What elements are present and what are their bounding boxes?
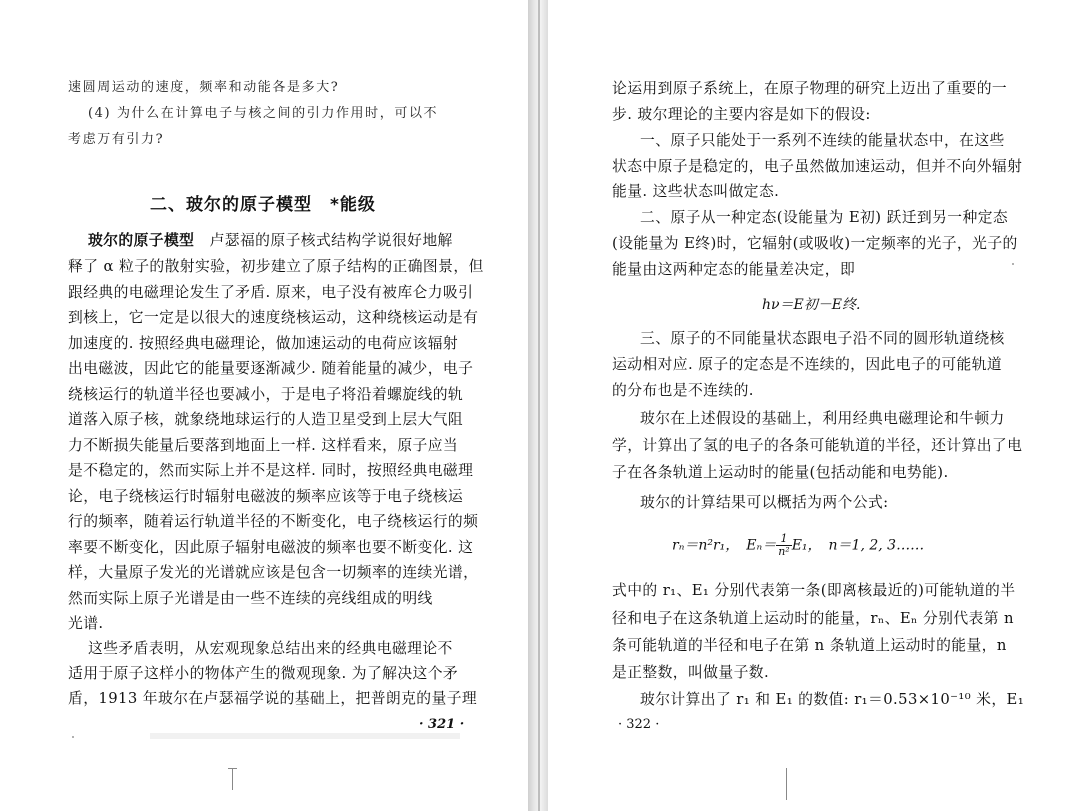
scan-mark <box>232 768 233 790</box>
fraction <box>776 533 792 558</box>
body-line: 状态中原子是稳定的，电子虽然做加速运动，但并不向外辐射 <box>612 158 1023 175</box>
body-line: 三、原子的不同能量状态跟电子沿不同的圆形轨道绕核 <box>640 330 1005 347</box>
body-line: 加速度的. 按照经典电磁理论，做加速运动的电荷应该辐射 <box>68 334 459 352</box>
body-line: (设能量为 E终)时，它辐射(或吸收)一定频率的光子，光子的 <box>612 235 1018 252</box>
paragraph-text: 卢瑟福的原子核式结构学说很好地解 <box>209 232 453 249</box>
body-line: 率要不断变化，因此原子辐射电磁波的频率也要不断变化. 这 <box>68 538 474 556</box>
body-line: 条可能轨道的半径和电子在第 n 条轨道上运动时的能量，n <box>612 637 1007 654</box>
page-number: · 321 · <box>419 717 465 732</box>
page-divider <box>538 0 540 811</box>
body-line: 适用于原子这样小的物体产生的微观现象. 为了解决这个矛 <box>68 665 459 682</box>
body-line: 盾，1913 年玻尔在卢瑟福学说的基础上，把普朗克的量子理 <box>68 690 478 707</box>
body-line: 释了 α 粒子的散射实验，初步建立了原子结构的正确图景，但 <box>68 258 484 275</box>
body-line: 径和电子在这条轨道上运动时的能量，rₙ、Eₙ 分别代表第 n <box>612 610 1014 627</box>
scan-dot <box>1012 263 1014 265</box>
body-line: 学，计算出了氢的电子的各条可能轨道的半径，还计算出了电 <box>612 437 1023 454</box>
page-number: · 322 · <box>618 717 660 732</box>
body-line: 二、原子从一种定态(设能量为 E初) 跃迁到另一种定态 <box>640 209 1009 226</box>
formula-part: E₁， n＝1, 2, 3…… <box>791 537 925 554</box>
body-line: 到核上，它一定是以很大的速度绕核运动，这种绕核运动是有 <box>68 309 479 326</box>
body-line: 论运用到原子系统上，在原子物理的研究上迈出了重要的一 <box>612 80 1008 97</box>
scan-dot <box>72 736 74 738</box>
body-line: 能量由这两种定态的能量差决定，即 <box>612 261 856 278</box>
body-line: 能量. 这些状态叫做定态. <box>612 183 780 200</box>
exercise-line: 速圆周运动的速度，频率和动能各是多大? <box>68 80 340 95</box>
body-line: 这些矛盾表明，从宏观现象总结出来的经典电磁理论不 <box>88 640 453 657</box>
body-line: 子在各条轨道上运动时的能量(包括动能和电势能). <box>612 464 949 481</box>
scan-mark <box>786 768 787 800</box>
energy-formula: hν＝E初－E终. <box>762 297 861 313</box>
exercise-line: 考虑万有引力? <box>68 132 165 147</box>
body-line: 是不稳定的，然而实际上并不是这样. 同时，按照经典电磁理 <box>68 462 474 479</box>
body-line: 玻尔在上述假设的基础上，利用经典电磁理论和牛顿力 <box>640 410 1005 427</box>
fraction-numerator: 1 <box>776 533 792 546</box>
radius-energy-formula <box>672 533 924 558</box>
body-line: 跟经典的电磁理论发生了矛盾. 原来，电子没有被库仑力吸引 <box>68 283 474 301</box>
body-line: 是正整数，叫做量子数. <box>612 664 770 681</box>
body-line: 步. 玻尔理论的主要内容是如下的假设: <box>612 106 871 123</box>
body-line: 玻尔的计算结果可以概括为两个公式: <box>640 494 889 511</box>
body-line: 然而实际上原子光谱是由一些不连续的亮线组成的明线 <box>68 589 433 607</box>
body-line: 的分布也是不连续的. <box>612 382 754 399</box>
body-line: 出电磁波，因此它的能量要逐渐减少. 随着能量的减少，电子 <box>68 360 474 377</box>
body-line: 运动相对应. 原子的定态是不连续的，因此电子的可能轨道 <box>612 356 1003 373</box>
body-line: 式中的 r₁、E₁ 分别代表第一条(即离核最近的)可能轨道的半 <box>612 582 1016 599</box>
body-line: 光谱. <box>68 615 104 632</box>
body-line: 一、原子只能处于一系列不连续的能量状态中，在这些 <box>640 132 1005 149</box>
fraction-denominator: n² <box>778 545 790 558</box>
section-title: 二、玻尔的原子模型 *能级 <box>150 195 376 215</box>
scan-mark <box>228 768 237 769</box>
formula-part: rₙ＝n²r₁， Eₙ＝ <box>672 537 777 554</box>
body-line: 绕核运行的轨道半径也要减小，于是电子将沿着螺旋线的轨 <box>68 385 464 403</box>
body-line <box>88 231 453 251</box>
body-line: 玻尔计算出了 r₁ 和 E₁ 的数值: r₁＝0.53×10⁻¹⁰ 米，E₁ <box>640 691 1025 708</box>
paragraph-lead: 玻尔的原子模型 <box>88 232 195 249</box>
exercise-line: (4) 为什么在计算电子与核之间的引力作用时，可以不 <box>88 106 439 121</box>
body-line: 道落入原子核，就象绕地球运行的人造卫星受到上层大气阻 <box>68 411 464 428</box>
body-line: 论，电子绕核运行时辐射电磁波的频率应该等于电子绕核运 <box>68 487 464 505</box>
body-line: 力不断损失能量后要落到地面上一样. 这样看来，原子应当 <box>68 436 459 454</box>
scan-band <box>150 733 460 739</box>
body-line: 样，大量原子发光的光谱就应该是包含一切频率的连续光谱， <box>68 564 479 581</box>
body-line: 行的频率，随着运行轨道半径的不断变化，电子绕核运行的频 <box>68 513 479 530</box>
